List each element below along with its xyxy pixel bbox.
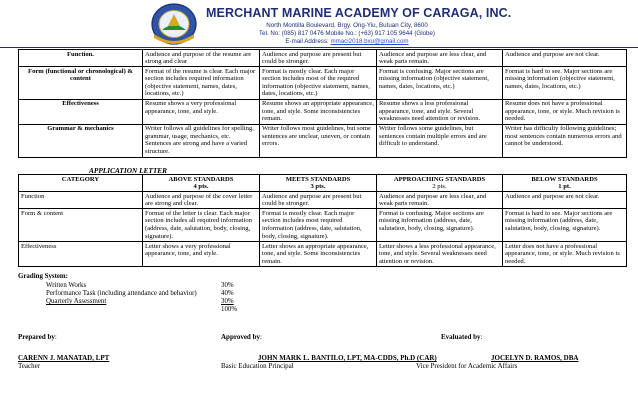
grading-item-value: 40% [221,290,234,297]
prepared-by-title: Teacher [18,362,41,370]
cell-below: Format is hard to see. Major sections are missing information (address, date, salutation, body, closing, signature). [503,209,627,242]
school-address: North Montilla Boulevard, Brgy. Ong-Yiu, Butuan City, 8600 [266,22,428,29]
row-category: Function [19,192,143,209]
row-category: Effectiveness [19,242,143,267]
evaluated-by-name: JOCELYN D. RAMOS, DBA [491,354,579,362]
row-category: Effectiveness [19,99,143,124]
grading-item-label: Performance Task (including attendance and behavior) [46,290,197,297]
cell-meets: Audience and purpose are present but could be stronger. [260,192,377,209]
header-below-points: 1 pt. [558,183,571,191]
email-link[interactable]: mmaci2018.bxu@gmail.com [330,38,409,45]
row-category: Form & content [19,209,143,242]
school-name: MERCHANT MARINE ACADEMY OF CARAGA, INC. [206,6,512,20]
grading-item-label-underlined [46,298,238,305]
header-meets-label: MEETS STANDARDS [285,175,351,183]
cell-meets: Letter shows an appropriate appearance, tone, and style. Some inconsistencies remain. [260,242,377,267]
header-approaching-standards [377,175,503,192]
cell-meets: Audience and purpose are present but could be stronger. [260,50,377,67]
evaluated-by-title: Vice President for Academic Affairs [416,362,518,370]
header-below-label: BELOW STANDARDS [531,175,598,183]
table-row [19,124,627,157]
cell-approaching: Resume shows a less professional appearance, tone, and style. Several weaknesses need attention or revision. [377,99,503,124]
school-email-line [28,38,638,45]
cell-approaching: Letter shows a less professional appearance, tone, and style. Several weaknesses need attention or revision. [377,242,503,267]
cell-meets: Writer follows most guidelines, but some sentences are unclear, uneven, or contain errors. [260,124,377,157]
cell-above: Writer follows all guidelines for spelling, grammar, usage, mechanics, etc. Sentences are strong and have a varied structure. [143,124,260,157]
application-letter-rubric-table [18,174,627,267]
grading-total: 100% [221,306,238,313]
cell-above: Audience and purpose of the cover letter are strong and clear. [143,192,260,209]
cell-approaching: Format is confusing. Major sections are missing information (objective statement, names, dates, locations, etc.) [377,67,503,99]
grading-system-title: Grading System: [18,273,68,280]
cell-above: Letter shows a very professional appearance, tone, and style. [143,242,260,267]
evaluated-by-label: Evaluated by: [441,333,483,341]
header-above-points: 4 pts. [193,183,209,191]
cell-approaching: Audience and purpose are less clear, and weak parts remain. [377,50,503,67]
cell-below: Audience and purpose are not clear. [503,50,627,67]
row-category: Function. [19,50,143,67]
application-letter-title: APPLICATION LETTER [89,166,168,175]
header-above-label: ABOVE STANDARDS [168,175,234,183]
table-row [19,67,627,99]
header-category: CATEGORY [19,175,143,192]
cell-below: Letter does not have a professional appearance, tone, or style. Much revision is needed. [503,242,627,267]
cell-meets: Resume shows an appropriate appearance, tone, and style. Some inconsistencies remain. [260,99,377,124]
table-row [19,242,627,267]
cell-above: Audience and purpose of the resume are strong and clear [143,50,260,67]
school-telephone: Tel. No: (085) 817 0476 Mobile No.: (+63) 917 105 9644 (Globe) [259,30,435,37]
grading-item-value: 30% [221,298,234,305]
header-approaching-points: 2 pts. [432,183,447,191]
header-approaching-label: APPROACHING STANDARDS [393,175,486,183]
cell-below: Resume does not have a professional appearance, tone, or style. Much revision is needed. [503,99,627,124]
approved-by-label: Approved by: [221,333,262,341]
prepared-by-label: Prepared by: [18,333,57,341]
approved-by-title: Basic Education Principal [221,362,294,370]
cell-below: Format is hard to see. Major sections are missing information (objective statement, names, dates, locations, etc.) [503,67,627,99]
table-row [19,50,627,67]
email-label: E-mail Address: [285,38,331,45]
header-meets-standards [260,175,377,192]
cell-approaching: Writer follows some guidelines, but sentences contain multiple errors and are difficult to understand. [377,124,503,157]
cell-above: Format of the resume is clear. Each major section includes required information (objective statement, names, dates, locations, etc.) [143,67,260,99]
table-row [19,99,627,124]
resume-rubric-table [18,49,627,158]
header-below-standards [503,175,627,192]
cell-below: Writer has difficulty following guidelines; most sentences contain numerous errors and cannot be understood. [503,124,627,157]
table-row [19,209,627,242]
row-category: Grammar & mechanics [19,124,143,157]
cell-meets: Format is mostly clear. Each major section includes most required information (address, date, salutation, body, closing, signature). [260,209,377,242]
row-category: Form (functional or chronological) & content [19,67,143,99]
table-row [19,192,627,209]
cell-below: Audience and purpose are not clear. [503,192,627,209]
grading-item-value: 30% [221,282,234,289]
grading-item-label: Quarterly Assessment [46,298,107,305]
prepared-by-name: CARENN J. MANATAD, LPT [18,354,110,362]
header-above-standards [143,175,260,192]
table-header-row [19,175,627,192]
cell-above: Resume shows a very professional appearance, tone, and style. [143,99,260,124]
cell-approaching: Format is confusing. Major sections are missing information (address, date, salutation, body, closing, signature). [377,209,503,242]
cell-approaching: Audience and purpose are less clear, and weak parts remain. [377,192,503,209]
approved-by-name: JOHN MARK L. BANTILO, LPT, MA-CDDS, Ph.D (CAR) [258,354,437,362]
header-meets-points: 3 pts. [310,183,326,191]
cell-meets: Format is mostly clear. Each major section includes most of the required information (objective statement, names, dates, locations, etc.) [260,67,377,99]
grading-item-label: Written Works [46,282,87,289]
cell-above: Format of the letter is clear. Each major section includes all required information (address, date, salutation, body, closing, signature). [143,209,260,242]
